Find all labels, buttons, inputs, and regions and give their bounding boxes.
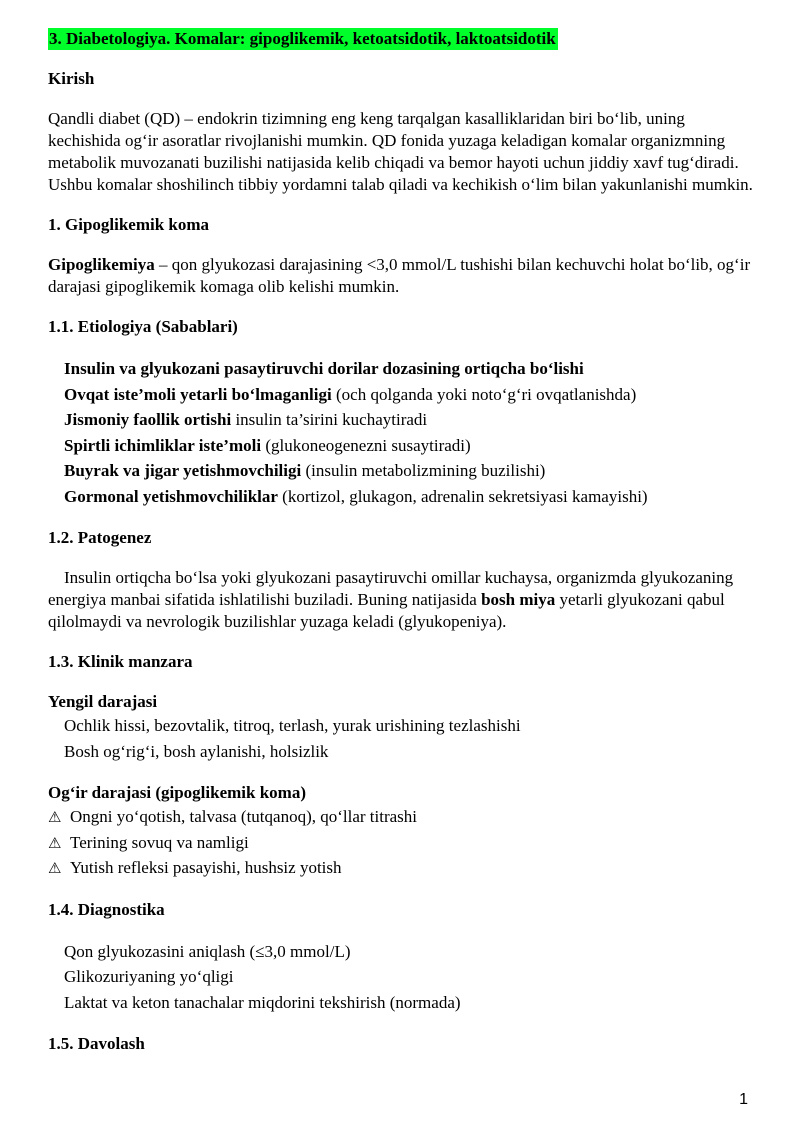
list-item-text: Ochlik hissi, bezovtalik, titroq, terlash, yurak urishining tezlashishi bbox=[64, 716, 521, 735]
list-item-bold: Gormonal yetishmovchiliklar bbox=[64, 486, 278, 506]
list-item bbox=[48, 990, 760, 1016]
list-item bbox=[48, 407, 760, 433]
warning-icon: ⚠ bbox=[48, 859, 62, 877]
list-item-bold: Buyrak va jigar yetishmovchiligi bbox=[64, 461, 302, 480]
list-item-text: Terining sovuq va namligi bbox=[70, 832, 249, 852]
list-item-text: (kortizol, glukagon, adrenalin sekretsiyasi kamayishi) bbox=[277, 486, 648, 506]
mild-symptoms-list bbox=[48, 713, 760, 764]
intro-paragraph: Qandli diabet (QD) – endokrin tizimning eng keng tarqalgan kasalliklaridan biri bo‘lib, uning kechishida og‘ir asoratlar rivojlanishi mumkin. QD fonida yuzaga keladigan komalar organizmning metabolik muvozanati buzilishi natijasida kelib chiqadi va bemor hayoti uchun jiddiy xavf tug‘diradi. Ushbu komalar shoshilinch tibbiy yordamni talab qiladi va kechikish o‘lim bilan yakunlanishi mumkin. bbox=[48, 109, 753, 194]
warning-icon: ⚠ bbox=[48, 833, 62, 852]
list-item bbox=[48, 356, 760, 382]
section-1-2-heading: 1.2. Patogenez bbox=[48, 528, 152, 547]
pathogenesis-bold: bosh miya bbox=[481, 590, 556, 609]
list-item bbox=[48, 433, 760, 459]
section-1-3-heading: 1.3. Klinik manzara bbox=[48, 652, 193, 671]
document-page bbox=[48, 28, 760, 1055]
list-item bbox=[48, 739, 760, 765]
list-item-text: Glikozuriyaning yo‘qligi bbox=[64, 967, 234, 986]
list-item-text: (glukoneogenezni susaytiradi) bbox=[261, 435, 471, 455]
section-1-5-heading: 1.5. Davolash bbox=[48, 1034, 145, 1053]
list-item bbox=[48, 382, 760, 408]
warning-icon: ⚠ bbox=[48, 808, 62, 826]
list-item-bold: Insulin va glyukozani pasaytiruvchi dorilar dozasining ortiqcha bo‘lishi bbox=[64, 359, 584, 378]
list-item bbox=[48, 804, 760, 830]
list-item-text: (insulin metabolizmining buzilishi) bbox=[301, 461, 546, 480]
list-item-text: Ongni yo‘qotish, talvasa (tutqanoq), qo‘llar titrashi bbox=[70, 807, 418, 826]
section-1-1-heading: 1.1. Etiologiya (Sabablari) bbox=[48, 317, 238, 336]
list-item-text: Yutish refleksi pasayishi, hushsiz yotish bbox=[70, 858, 342, 877]
page-number: 1 bbox=[739, 1091, 748, 1108]
hypoglycemia-definition bbox=[48, 254, 760, 298]
section-1-heading: 1. Gipoglikemik koma bbox=[48, 215, 210, 234]
list-item-text: Qon glyukozasini aniqlash (≤3,0 mmol/L) bbox=[64, 941, 351, 961]
pathogenesis-text-end: yetarli glyukozani qabul qilolmaydi va nevrologik buzilishlar yuzaga keladi (glyukopeniya). bbox=[48, 590, 725, 631]
list-item bbox=[48, 855, 760, 881]
document-title: 3. Diabetologiya. Komalar: gipoglikemik, ketoatsidotik, laktoatsidotik bbox=[49, 29, 556, 48]
pathogenesis-paragraph bbox=[48, 567, 760, 633]
section-1-4-heading: 1.4. Diagnostika bbox=[48, 899, 165, 919]
list-item bbox=[48, 939, 760, 965]
intro-heading: Kirish bbox=[48, 69, 95, 88]
list-item bbox=[48, 458, 760, 484]
list-item bbox=[48, 830, 760, 856]
definition-term: Gipoglikemiya bbox=[48, 255, 155, 274]
list-item-bold: Jismoniy faollik ortishi bbox=[64, 410, 232, 429]
mild-heading: Yengil darajasi bbox=[48, 692, 158, 711]
list-item bbox=[48, 713, 760, 739]
pathogenesis-text: Insulin ortiqcha bo‘lsa yoki glyukozani pasaytiruvchi omillar kuchaysa, organizmda glyukozaning energiya manbai sifatida ishlatilishi buziladi. Buning natijasida bbox=[48, 568, 734, 609]
list-item-text: (och qolganda yoki noto‘g‘ri ovqatlanishda) bbox=[331, 384, 637, 404]
list-item bbox=[48, 964, 760, 990]
list-item-text: insulin ta’sirini kuchaytiradi bbox=[231, 410, 428, 429]
list-item-bold: Spirtli ichimliklar iste’moli bbox=[64, 435, 262, 455]
list-item-text: Laktat va keton tanachalar miqdorini tekshirish (normada) bbox=[64, 992, 461, 1012]
diagnostics-list bbox=[48, 939, 760, 1016]
severe-heading: Og‘ir darajasi (gipoglikemik koma) bbox=[48, 783, 306, 802]
list-item bbox=[48, 484, 760, 510]
definition-text: – qon glyukozasi darajasining <3,0 mmol/L tushishi bilan kechuvchi holat bo‘lib, og‘ir darajasi gipoglikemik komaga olib kelishi mumkin. bbox=[48, 255, 751, 296]
list-item-text: Bosh og‘rig‘i, bosh aylanishi, holsizlik bbox=[64, 741, 329, 761]
list-item-bold: Ovqat iste’moli yetarli bo‘lmaganligi bbox=[64, 384, 332, 404]
severe-symptoms-list bbox=[48, 804, 760, 881]
etiology-list bbox=[48, 356, 760, 509]
